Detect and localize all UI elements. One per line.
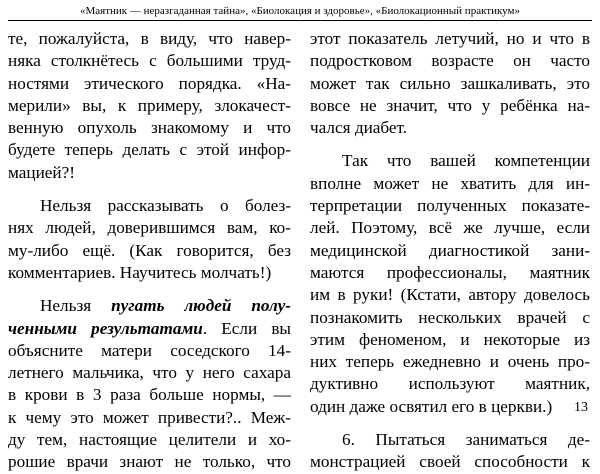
- text-line: чался диабет.: [310, 118, 408, 138]
- paragraph-gap: [310, 418, 590, 429]
- text-run: Нельзя: [40, 296, 112, 316]
- text-line: в крови в 3 раза больше нормы, —: [8, 385, 291, 405]
- running-head: «Маятник — неразгаданная тайна», «Биолокация и здоровье», «Биолокационный практикум»: [80, 5, 520, 17]
- text-line: дуктивно используют маятник,: [310, 374, 590, 394]
- paragraph-gap: [8, 184, 291, 195]
- emphasis-text: пугать людей полу-: [111, 296, 291, 316]
- text-run: . Если вы: [202, 318, 291, 338]
- text-line: Нельзя рассказывать о болез-: [40, 196, 291, 216]
- header-rule: [8, 20, 592, 21]
- text-line: няка столкнётесь с большими труд-: [8, 51, 291, 71]
- text-line: [8, 318, 291, 340]
- text-line: них теперь ежедневно и очень про-: [310, 352, 590, 372]
- text-line: ду тем, настоящие целители и хо-: [8, 430, 291, 450]
- text-line: подростковом возрасте он часто: [310, 51, 590, 71]
- text-line: 6. Пытаться заниматься де-: [342, 430, 590, 450]
- text-line: этот показатель летучий, но и что в: [310, 29, 590, 48]
- text-line: может так сильно зашкаливать, это: [310, 73, 590, 93]
- emphasis-text: ченными результатами: [8, 318, 203, 338]
- paragraph-gap: [8, 284, 291, 295]
- text-line: рошие врачи знают не только, что: [8, 452, 291, 472]
- text-line: к чему это может привести?.. Меж-: [8, 407, 291, 427]
- text-line: лей. Поэтому, всё же лучше, если: [310, 218, 590, 238]
- text-line: объясните матери соседского 14-: [8, 340, 291, 360]
- text-line: [8, 295, 291, 317]
- page-number: 13: [574, 400, 588, 415]
- text-line: им в руки! (Кстати, автору довелось: [310, 285, 590, 305]
- right-column: [310, 28, 590, 474]
- text-line: те, пожалуйста, в виду, что навер-: [8, 29, 291, 48]
- text-line: венную опухоль знакомому и что: [8, 118, 291, 138]
- text-line: маются профессионалы, маятник: [310, 262, 590, 282]
- text-line: вполне может не хватить для ин-: [310, 173, 590, 193]
- text-line: ностями этического порядка. «На-: [8, 73, 291, 93]
- text-line: этим феноменом, и некоторые из: [310, 329, 590, 349]
- text-line: один даже освятил его в церкви.): [310, 396, 553, 416]
- text-line: монстрацией своей способности к: [310, 452, 590, 472]
- text-line: будете теперь делать с этой инфор-: [8, 140, 291, 160]
- text-line: нях людей, доверившимся вам, ко-: [8, 218, 291, 238]
- text-line: мацией?!: [8, 162, 75, 182]
- text-line: мерили» вы, к примеру, злокачест-: [8, 95, 291, 115]
- paragraph-gap: [310, 139, 590, 150]
- text-line: медицинской диагностикой зани-: [310, 240, 590, 260]
- left-column: [8, 28, 291, 474]
- text-line: Так что вашей компетенции: [342, 151, 590, 171]
- text-line: вовсе не значит, что у ребёнка на-: [310, 95, 590, 115]
- text-line: летнего мальчика, что у него сахара: [8, 363, 291, 383]
- text-line: познакомить нескольких врачей с: [310, 307, 590, 327]
- text-line: му-либо ещё. (Как говорится, без: [8, 240, 291, 260]
- text-line: терпретации полученных показате-: [310, 196, 590, 216]
- text-line: комментариев. Научитесь молчать!): [8, 262, 272, 282]
